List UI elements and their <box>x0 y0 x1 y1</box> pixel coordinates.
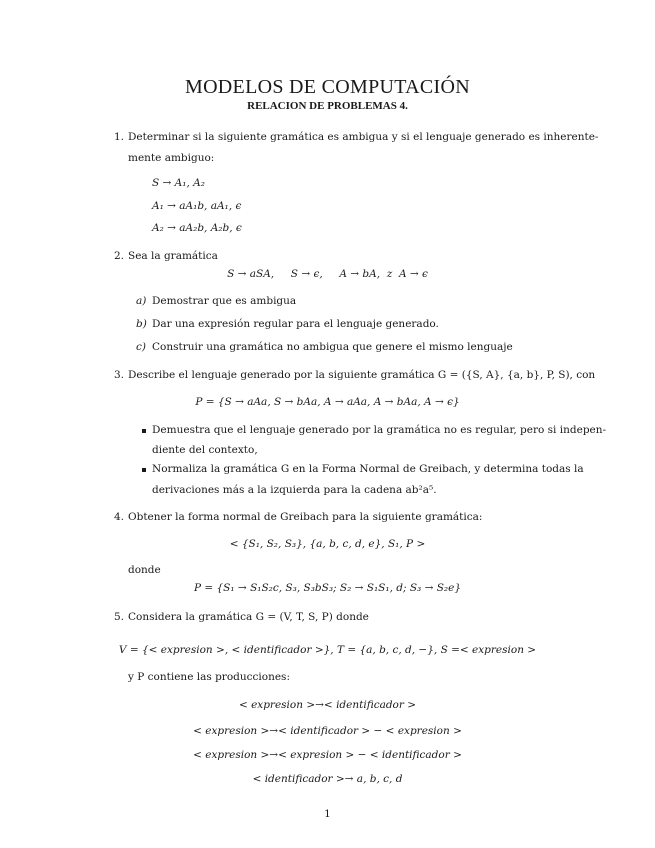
item-label: a) <box>136 295 147 307</box>
bullet-icon <box>142 468 146 472</box>
page-title: MODELOS DE COMPUTACIÓN <box>184 76 470 98</box>
problem-number: 4. <box>114 511 125 523</box>
bullet-text: Normaliza la gramática G en la Forma Normal de Greibach, y determina todas la <box>152 463 584 475</box>
production-rule: A₂ → aA₂b, A₂b, ϵ <box>152 222 242 234</box>
production-rule: < expresion >→< expresion > − < identificador > <box>193 749 462 761</box>
grammar-sets: V = {< expresion >, < identificador >}, T = {a, b, c, d, −}, S =< expresion > <box>118 644 537 656</box>
problem-number: 3. <box>114 369 125 381</box>
problem-text: Determinar si la siguiente gramática es ambigua y si el lenguaje generado es inherente- <box>128 131 599 143</box>
problem-number: 1. <box>114 131 125 143</box>
bullet-text: diente del contexto, <box>152 444 258 456</box>
production-rule: S → A₁, A₂ <box>152 177 205 189</box>
production-rule: A₁ → aA₁b, aA₁, ϵ <box>152 200 242 212</box>
problem-text: mente ambiguo: <box>128 152 215 164</box>
production-rule: < expresion >→< identificador > <box>238 699 417 711</box>
bullet-icon <box>142 429 146 433</box>
production-rule: < expresion >→< identificador > − < expresion > <box>193 725 462 737</box>
problem-text: Sea la gramática <box>128 250 218 262</box>
problem-text: Describe el lenguaje generado por la siguiente gramática G = ({S, A}, {a, b}, P, S), con <box>128 369 596 381</box>
item-text: Dar una expresión regular para el lenguaje generado. <box>152 318 439 330</box>
page-subtitle: RELACION DE PROBLEMAS 4. <box>247 100 408 112</box>
page-number: 1 <box>324 808 331 820</box>
item-label: b) <box>136 318 147 330</box>
production-set: P = {S₁ → S₁S₂c, S₃, S₃bS₃; S₂ → S₁S₁, d; S₃ → S₂e} <box>193 582 462 594</box>
productions-intro: y P contiene las producciones: <box>128 671 290 683</box>
problem-number: 2. <box>114 250 125 262</box>
bullet-text: derivaciones más a la izquierda para la cadena ab²a⁵. <box>152 484 437 496</box>
item-label: c) <box>136 341 146 353</box>
item-text: Demostrar que es ambigua <box>152 295 297 307</box>
production-rule: < identificador >→ a, b, c, d <box>252 773 403 785</box>
bullet-text: Demuestra que el lenguaje generado por la gramática no es regular, pero si indepen- <box>152 424 607 436</box>
item-text: Construir una gramática no ambigua que genere el mismo lenguaje <box>152 341 513 353</box>
problem-text: Considera la gramática G = (V, T, S, P) donde <box>128 611 369 623</box>
donde-text: donde <box>128 564 161 576</box>
problem-text: Obtener la forma normal de Greibach para la siguiente gramática: <box>128 511 483 523</box>
grammar-formula: < {S₁, S₂, S₃}, {a, b, c, d, e}, S₁, P > <box>229 538 426 550</box>
problem-number: 5. <box>114 611 125 623</box>
grammar-formula: P = {S → aAa, S → bAa, A → aAa, A → bAa, A → ϵ} <box>195 396 460 408</box>
grammar-formula: S → aSA, S → ϵ, A → bA, z A → ϵ <box>227 268 428 280</box>
